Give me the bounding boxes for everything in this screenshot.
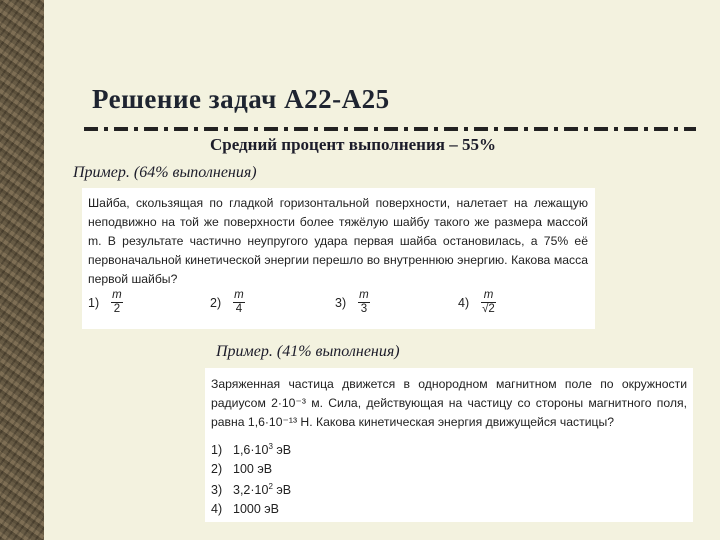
decorative-left-bar — [0, 0, 44, 540]
task-1-option-3 — [335, 289, 370, 316]
example-2-label: Пример. (41% выполнения) — [216, 343, 400, 360]
task-2-option-3 — [211, 482, 291, 497]
example-1-label: Пример. (64% выполнения) — [73, 164, 257, 181]
option-unit: эВ — [272, 443, 292, 458]
fraction-numerator: m — [359, 289, 369, 301]
option-fraction — [358, 289, 370, 316]
task-1-option-4 — [458, 289, 496, 316]
option-exponent: 3 — [268, 442, 273, 451]
option-number: 1) — [211, 443, 223, 458]
task-2-text: Заряженная частица движется в однородном магнитном поле по окружности радиусом 2·10⁻³ м. Сила, действующая на частицу со стороны магнитного поля, равна 1,6·10⁻¹³ Н. Какова кинетическая энергия движущейся частицы? — [211, 377, 687, 429]
fraction-denominator: 3 — [360, 303, 368, 315]
title-divider — [84, 127, 696, 131]
fraction-denominator: √2 — [482, 303, 495, 315]
option-value: 1,6·10 — [233, 443, 269, 458]
task-2-option-1 — [211, 442, 291, 457]
option-number: 4) — [211, 502, 223, 516]
task-1-card — [82, 188, 595, 329]
slide-title: Решение задач А22-А25 — [92, 84, 390, 114]
option-number: 3) — [335, 295, 347, 310]
option-fraction — [481, 289, 496, 316]
option-number: 4) — [458, 295, 470, 310]
option-fraction — [233, 289, 245, 316]
fraction-numerator: m — [483, 289, 494, 301]
option-number: 3) — [211, 483, 223, 498]
fraction-denominator: 2 — [113, 303, 121, 315]
option-exponent: 2 — [268, 482, 273, 491]
option-number: 1) — [88, 295, 100, 310]
task-2-card — [205, 368, 693, 522]
task-1-option-1 — [88, 289, 123, 316]
fraction-numerator: m — [234, 289, 244, 301]
fraction-numerator: m — [112, 289, 122, 301]
fraction-denominator: 4 — [235, 303, 243, 315]
option-value: 3,2·10 — [233, 483, 269, 498]
task-1-text: Шайба, скользящая по гладкой горизонтальной поверхности, налетает на лежащую неподвижно на той же поверхности более тяжёлую шайбу такого же размера массой m. В результате частично неупругого удара первая шайба остановилась, а 75% её первоначальной кинетической энергии перешло во внутреннюю энергию. Какова масса первой шайбы? — [88, 196, 588, 286]
option-value: 100 эВ — [233, 462, 273, 476]
option-number: 2) — [210, 295, 222, 310]
option-number: 2) — [211, 462, 223, 476]
task-2-option-2 — [211, 462, 272, 476]
task-2-option-4 — [211, 502, 279, 516]
option-unit: эВ — [272, 483, 292, 498]
option-fraction — [111, 289, 123, 316]
average-percent-subtitle: Средний процент выполнения – 55% — [210, 135, 496, 154]
task-1-option-2 — [210, 289, 245, 316]
option-value: 1000 эВ — [233, 502, 279, 516]
